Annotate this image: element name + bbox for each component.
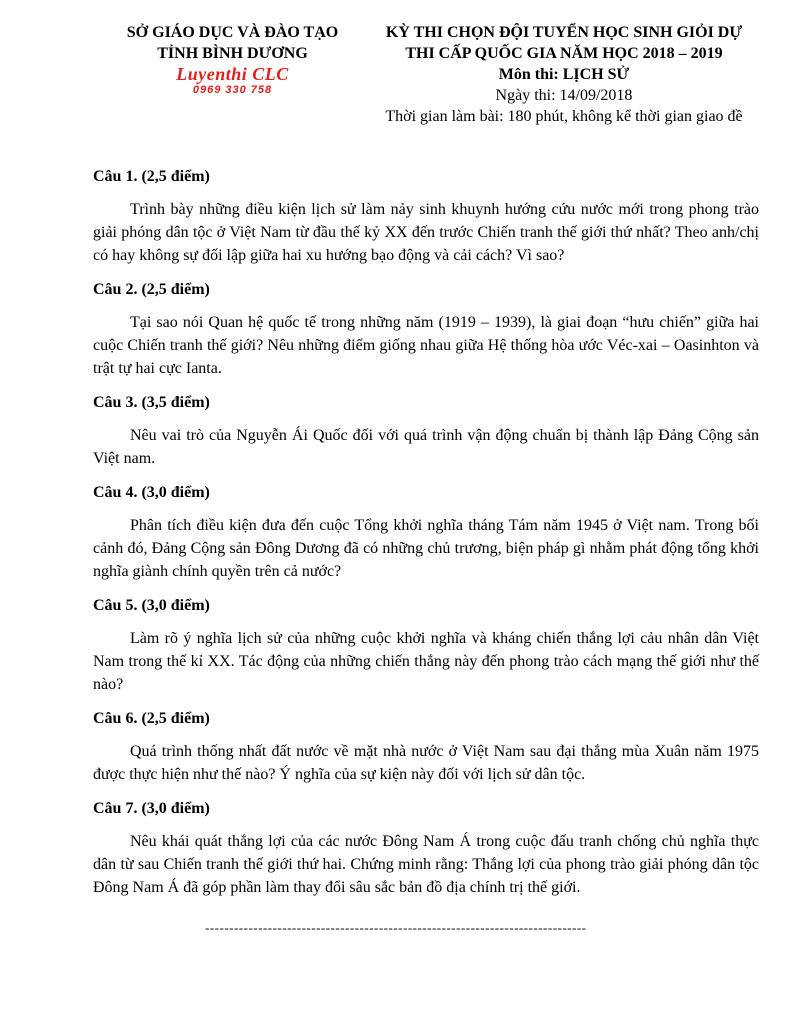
brand-phone: 0969 330 758: [192, 84, 273, 96]
exam-duration: Thời gian làm bài: 180 phút, không kể thời gian giao đề: [385, 108, 743, 125]
brand-name: Luyenthi CLC: [176, 64, 289, 84]
question-title: Câu 2. (2,5 điểm): [93, 281, 210, 298]
province-name: TỈNH BÌNH DƯƠNG: [157, 45, 308, 62]
question-body: Nêu vai trò của Nguyễn Ái Quốc đối với quá trình vận động chuẩn bị thành lập Đảng Cộng sản Việt nam.: [93, 427, 759, 467]
question-7: [93, 798, 759, 899]
question-list: [93, 166, 759, 911]
question-title: Câu 3. (3,5 điểm): [93, 394, 210, 411]
exam-date: Ngày thi: 14/09/2018: [495, 87, 633, 104]
question-title: Câu 5. (3,0 điểm): [93, 597, 210, 614]
question-title: Câu 7. (3,0 điểm): [93, 800, 210, 817]
question-body: Phân tích điều kiện đưa đến cuộc Tổng khởi nghĩa tháng Tám năm 1945 ở Việt nam. Trong bối cảnh đó, Đảng Cộng sản Đông Dương đã có những chủ trương, biện pháp gì nhằm phát động tổng khởi nghĩa giành chính quyền trên cả nước?: [93, 517, 759, 580]
question-body: Trình bày những điều kiện lịch sử làm nảy sinh khuynh hướng cứu nước mới trong phong trào giải phóng dân tộc ở Việt Nam từ đầu thế kỷ XX đến trước Chiến tranh thế giới thứ nhất? Theo anh/chị có hay không sự đối lập giữa hai xu hướng bạo động và cải cách? Vì sao?: [93, 201, 759, 264]
header-right-block: [358, 22, 770, 127]
question-6: [93, 708, 759, 786]
question-body: Nêu khái quát thắng lợi của các nước Đông Nam Á trong cuộc đấu tranh chống chủ nghĩa thực dân từ sau Chiến tranh thế giới thứ hai. Chứng minh rằng: Thắng lợi của phong trào giải phóng dân tộc Đông Nam Á đã góp phần làm thay đổi sâu sắc bản đồ địa chính trị thế giới.: [93, 833, 759, 896]
question-title: Câu 1. (2,5 điểm): [93, 168, 210, 185]
question-body: Làm rõ ý nghĩa lịch sử của những cuộc khởi nghĩa và kháng chiến thắng lợi cảu nhân dân Việt Nam trong thế kỉ XX. Tác động của những chiến thắng này đến phong trào cách mạng thế giới như thế nào?: [93, 630, 759, 693]
question-body: Tại sao nói Quan hệ quốc tế trong những năm (1919 – 1939), là giai đoạn “hưu chiến” giữa hai cuộc Chiến tranh thế giới? Nêu những điểm giống nhau giữa Hệ thống hòa ước Véc-xai – Oasinhton và trật tự hai cực Ianta.: [93, 314, 759, 377]
question-2: [93, 279, 759, 380]
brand-logo: [163, 64, 303, 100]
question-3: [93, 392, 759, 470]
question-title: Câu 4. (3,0 điểm): [93, 484, 210, 501]
question-title: Câu 6. (2,5 điểm): [93, 710, 210, 727]
question-5: [93, 595, 759, 696]
department-name: SỞ GIÁO DỤC VÀ ĐÀO TẠO: [126, 24, 339, 41]
question-4: [93, 482, 759, 583]
exam-title-line2: THI CẤP QUỐC GIA NĂM HỌC 2018 – 2019: [405, 45, 723, 62]
end-divider: -------------------------------------------------------------------------------: [205, 920, 587, 935]
question-1: [93, 166, 759, 267]
header-left-block: [100, 22, 365, 100]
exam-subject: Môn thi: LỊCH SỬ: [498, 66, 630, 83]
document-header: [0, 22, 800, 142]
exam-title-line1: KỲ THI CHỌN ĐỘI TUYỂN HỌC SINH GIỎI DỰ: [385, 24, 743, 41]
question-body: Quá trình thống nhất đất nước về mặt nhà nước ở Việt Nam sau đại thắng mùa Xuân năm 1975 được thực hiện như thế nào? Ý nghĩa của sự kiện này đối với lịch sử dân tộc.: [93, 743, 759, 783]
